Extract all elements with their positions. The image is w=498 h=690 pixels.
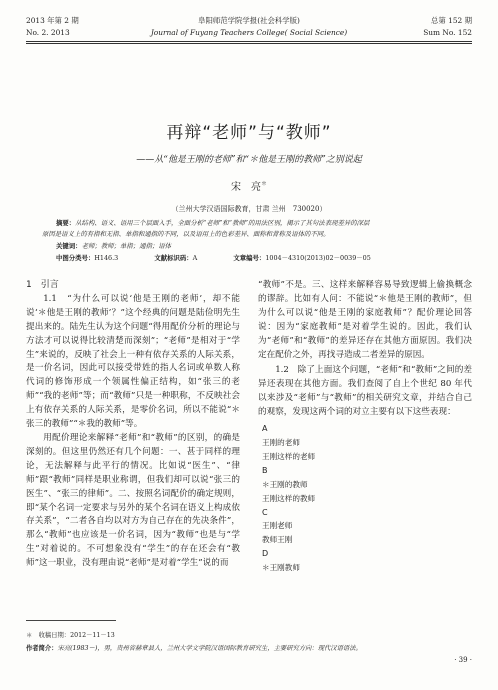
example-item: 教师王刚 [262,535,293,545]
footnote-bio-text: 宋亮(1983－)，男，贵州省赫章县人，兰州大学文学院汉语国际教育研究生，主要研究方向：现代汉语语法。 [57,645,362,652]
author-footnote-mark: ＊ [260,180,267,188]
issue-en: No. 2. 2013 [26,28,70,37]
keywords [56,241,171,252]
article-title: 再辩“老师”与“教师” [166,123,332,143]
footnote-rule [26,620,116,621]
example-label-c: C [262,507,268,517]
paragraph-1-1-cont: 用配价理论来解释“老师”和“教师”的区别，的确是深刻的。但这里仍然还有几个问题：一、甚于同样的理论，无法解释与此平行的情况。比如说“医生”、“律师”跟“教师”同样是职业称谓，但我们却可以说“张三的医生”、“张三的律师”。二、按照名词配价的确定规则，即“某个名词一定要求与另外的某个名词在语义上构成依存关系”，“二者各自均以对方为自己存在的先决条件”，那么“教师”也应该是一价名词，因为“教师”也是与“学生”对着说的。不可想象没有“学生”的存在还会有“教师”这一职业，没有理由说“老师”是对着“学生”说的而 [26,432,240,569]
author-line [26,178,472,193]
article-number-label: 文章编号： [233,254,266,262]
journal-title-cn: 阜阳师范学院学报(社会科学版) [198,16,300,25]
issue-cn: 2013 年第 2 期 [26,16,79,25]
abstract [42,218,456,240]
keywords-label: 关键词： [56,242,82,250]
example-label-b: B [262,465,268,475]
journal-title-en: Journal of Fuyang Teachers College( Social Science) [150,28,348,37]
abstract-label: 摘要： [56,219,76,227]
example-item: 王刚这样的老师 [262,451,316,461]
example-item: 王刚老师 [262,521,293,531]
left-column [26,279,240,571]
paragraph-1-2: 1.2 除了上面这个问题，“老师”和“教师”之间的差异还表现在其他方面。我们查阅了自上个世纪 80 年代以来涉及“老师”与“教师”的相关研究文章，并结合自己的观察，发现这两个词的对立主要有以下这些表现： [258,365,472,418]
page-number: · 39 · [454,656,472,664]
total-issue-en: Sum No. 152 [423,28,472,37]
paragraph-1-1: 1.1 “为什么可以说‘他是王刚的老师’，却不能说‘＊他是王刚的教师’？”这个经典的问题是陆俭明先生提出来的。陆先生认为这个问题“得用配价分析的理论与方法才可以说得比较清楚而深刻”；“老师”是相对于“学生”来说的，反映了社会上一种有依存关系的人际关系，是一价名词，因此可以接受带姓的指人名词或单数人称代词的修饰形成一个领属性偏正结构，如“张三的老师”“我的老师”等；而“教师”只是一种职称，不反映社会上有依存关系的人际关系，是零价名词，所以不能说“＊张三的教师”“＊我的教师”等。 [26,293,240,430]
example-item: ＊王刚的教师 [262,479,308,489]
example-item: ＊王刚教师 [262,563,300,573]
section-heading-intro: 1 引言 [26,280,59,290]
example-item: 王刚这样的教师 [262,493,316,503]
author-name: 宋 亮 [230,182,261,193]
footnote-author-bio [26,643,362,654]
header-rule [26,41,472,42]
right-column [258,279,472,575]
example-label-a: A [262,424,268,434]
total-issue-cn: 总第 152 期 [431,16,472,25]
article-number-value: 1004－4310(2013)02－0039－05 [265,254,371,262]
example-item: 王刚的老师 [262,437,300,447]
classification-line [56,253,371,264]
affiliation: （兰州大学汉语国际教育，甘肃 兰州 730020） [171,205,327,213]
keywords-text: 老师；教师；单指；通指；语体 [81,242,172,250]
example-label-d: D [262,549,269,559]
abstract-line-1: 从结构、语义、语用三个层面入手，全面分析“老师”和“教师”的用法区别，揭示了其句法表现差异的深层 [75,219,370,227]
doc-code-label: 文献标识码： [154,254,193,262]
paragraph-right-1: “教师”不是。三、这样来解释容易导致逻辑上偷换概念的谬辞。比如有人问：不能说“＊他是王刚的教师”，但为什么可以说“他是王刚的家庭教师”？配价理论回答说：因为“家庭教师”是对着学生说的。因此，我们认为“老师”和“教师”的差异还存在其他方面原因。我们决定在配价之外，再找寻造成二者差异的原因。 [258,280,472,360]
clc-value: H146.3 [94,254,119,262]
footnote-received: ＊ 收稿日期：2012－11－13 [26,632,115,639]
example-list [258,422,472,575]
clc-label: 中图分类号： [56,254,95,262]
doc-code-value: A [192,254,198,262]
article-subtitle: ——从“他是王刚的老师”和“＊他是王刚的教师”之别说起 [136,155,362,165]
abstract-line-2: 原因是语义上的有指和无指、单指和通指的不同，以及语用上的色彩差异、面称和背称及语体的不同。 [42,230,330,238]
footnote-bio-label: 作者简介： [26,645,58,652]
header-rule-thin [26,43,472,44]
